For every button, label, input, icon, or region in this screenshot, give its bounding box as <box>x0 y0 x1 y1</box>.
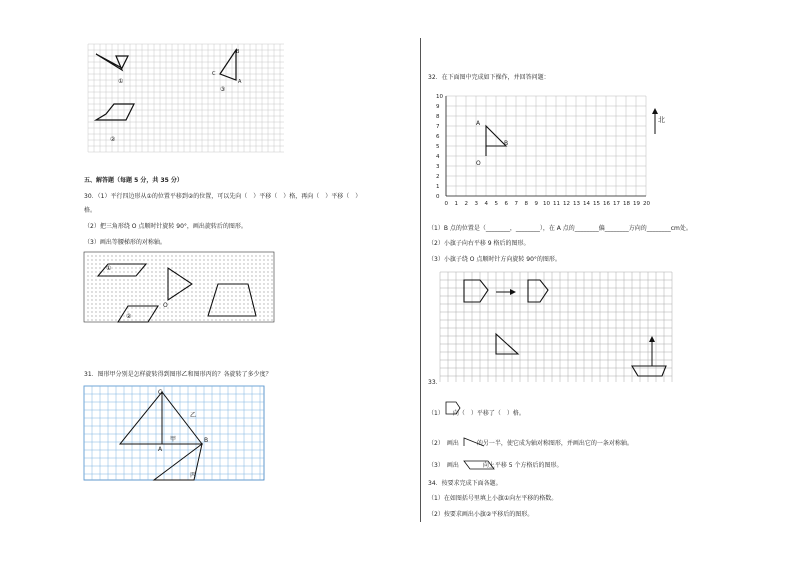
q33-sub2: （2） 画出 的另一半，使它成为轴对称图形，并画出它的一条对称轴。 <box>428 440 633 447</box>
x-tick-label: 7 <box>514 201 518 207</box>
q33-number: 33． <box>428 379 442 386</box>
q32-label-b: B <box>504 140 509 147</box>
x-tick-label: 1 <box>454 201 458 207</box>
y-tick-label: 3 <box>436 164 440 170</box>
q31-label-c: C <box>158 389 163 396</box>
q30-dot-grid <box>84 252 274 322</box>
y-tick-label: 9 <box>436 104 440 110</box>
q32-label-a: A <box>476 120 481 127</box>
x-tick-label: 12 <box>563 201 570 207</box>
label-3: ③ <box>220 86 226 93</box>
point-b: B <box>236 49 240 55</box>
x-tick-label: 0 <box>444 201 448 207</box>
label-2: ② <box>110 136 116 143</box>
q30-line2: （2）把三角形绕 O 点顺时针旋转 90°，画出旋转后的图形。 <box>84 223 247 230</box>
y-tick-label: 2 <box>436 174 440 180</box>
column-divider <box>420 38 421 522</box>
x-tick-label: 14 <box>583 201 590 207</box>
x-tick-label: 13 <box>573 201 580 207</box>
y-tick-label: 1 <box>436 184 440 190</box>
point-a: A <box>238 79 242 85</box>
x-tick-label: 4 <box>484 201 488 207</box>
shape-3-triangle <box>220 50 236 80</box>
q31-label-b: B <box>204 437 209 444</box>
y-tick-label: 7 <box>436 124 440 130</box>
q33-grid <box>440 272 672 382</box>
x-tick-label: 11 <box>553 201 560 207</box>
x-tick-label: 16 <box>603 201 610 207</box>
q30-shape-label1: ① <box>106 265 112 272</box>
q32-coordinate-grid <box>446 96 646 198</box>
y-tick-label: 8 <box>436 114 440 120</box>
x-tick-label: 18 <box>623 201 630 207</box>
q33-half-shape-icon <box>462 436 486 448</box>
x-tick-label: 8 <box>524 201 528 207</box>
x-tick-label: 3 <box>474 201 478 207</box>
q30-point-o: O <box>163 302 168 309</box>
mast-arrow-icon <box>649 336 655 342</box>
trapezoid-boat <box>632 366 666 376</box>
q32-label-o: O <box>476 160 481 167</box>
q33-sub3: （3） 画出 向上平移 5 个方格后的图形。 <box>428 462 563 469</box>
x-tick-label: 10 <box>543 201 550 207</box>
x-tick-label: 15 <box>593 201 600 207</box>
x-tick-label: 6 <box>504 201 508 207</box>
y-tick-label: 5 <box>436 144 440 150</box>
point-c: C <box>212 71 216 77</box>
q30-line1b: 格。 <box>84 207 97 214</box>
x-tick-label: 19 <box>633 201 640 207</box>
q31-label-jia: 甲 <box>170 436 177 443</box>
q32-sub1: （1）B 点的位置是（________，________），在 A 点的________偏________方向的________cm处。 <box>428 225 692 232</box>
y-tick-label: 6 <box>436 134 440 140</box>
y-tick-label: 0 <box>436 194 440 200</box>
top-shapes-grid <box>88 44 284 152</box>
q30-shape-label2: ② <box>126 313 132 320</box>
label-1: ① <box>118 78 124 85</box>
q32-sub2: （2）小旗子向右平移 9 格后的图形。 <box>428 240 530 247</box>
q31-grid <box>84 386 264 480</box>
section-heading: 五、解答题（每题 5 分，共 35 分） <box>84 177 183 184</box>
y-tick-label: 10 <box>436 94 443 100</box>
q34-sub1: （1）在如图括号里填上小旗①向左平移的格数。 <box>428 495 558 502</box>
q31-label-bing: 丙 <box>190 472 197 479</box>
q31-label-a: A <box>158 446 163 453</box>
q33-sub1: （1） 向（ ）平移了（ ）格。 <box>428 410 525 417</box>
q30-line3: （3）画出等腰梯形的对称轴。 <box>84 239 166 246</box>
x-tick-label: 9 <box>534 201 538 207</box>
arrow-head-icon <box>510 289 516 295</box>
x-tick-label: 5 <box>494 201 498 207</box>
pentagon-1 <box>464 280 488 302</box>
q31-label-yi: 乙 <box>190 412 197 419</box>
q34-text: 34．按要求完成下面各题。 <box>428 480 502 487</box>
q30-line1: 30．（1）平行四边形从①的位置平移到②的位置，可以先向（ ）平移（ ）格，再向（ ）平移（ ） <box>84 193 362 200</box>
shape-2-parallelogram <box>96 104 134 120</box>
x-tick-label: 2 <box>464 201 468 207</box>
q34-sub2: （2）按要求画出小旗②平移后的图形。 <box>428 511 534 518</box>
q31-text: 31．图形甲分别是怎样旋转得到图形乙和图形丙的？各旋转了多少度？ <box>84 371 272 378</box>
q33-parallelogram-icon <box>462 459 496 471</box>
q33-small-pentagon-icon <box>444 400 462 416</box>
north-label: 北 <box>658 116 665 124</box>
q32-sub3: （3）小旗子绕 O 点顺时针方向旋转 90°的图形。 <box>428 256 561 263</box>
y-tick-label: 4 <box>436 154 440 160</box>
pentagon-2 <box>528 280 548 302</box>
q32-text: 32．在下面图中完成如下操作，并回答问题： <box>428 74 550 81</box>
x-tick-label: 17 <box>613 201 620 207</box>
x-tick-label: 20 <box>643 201 650 207</box>
